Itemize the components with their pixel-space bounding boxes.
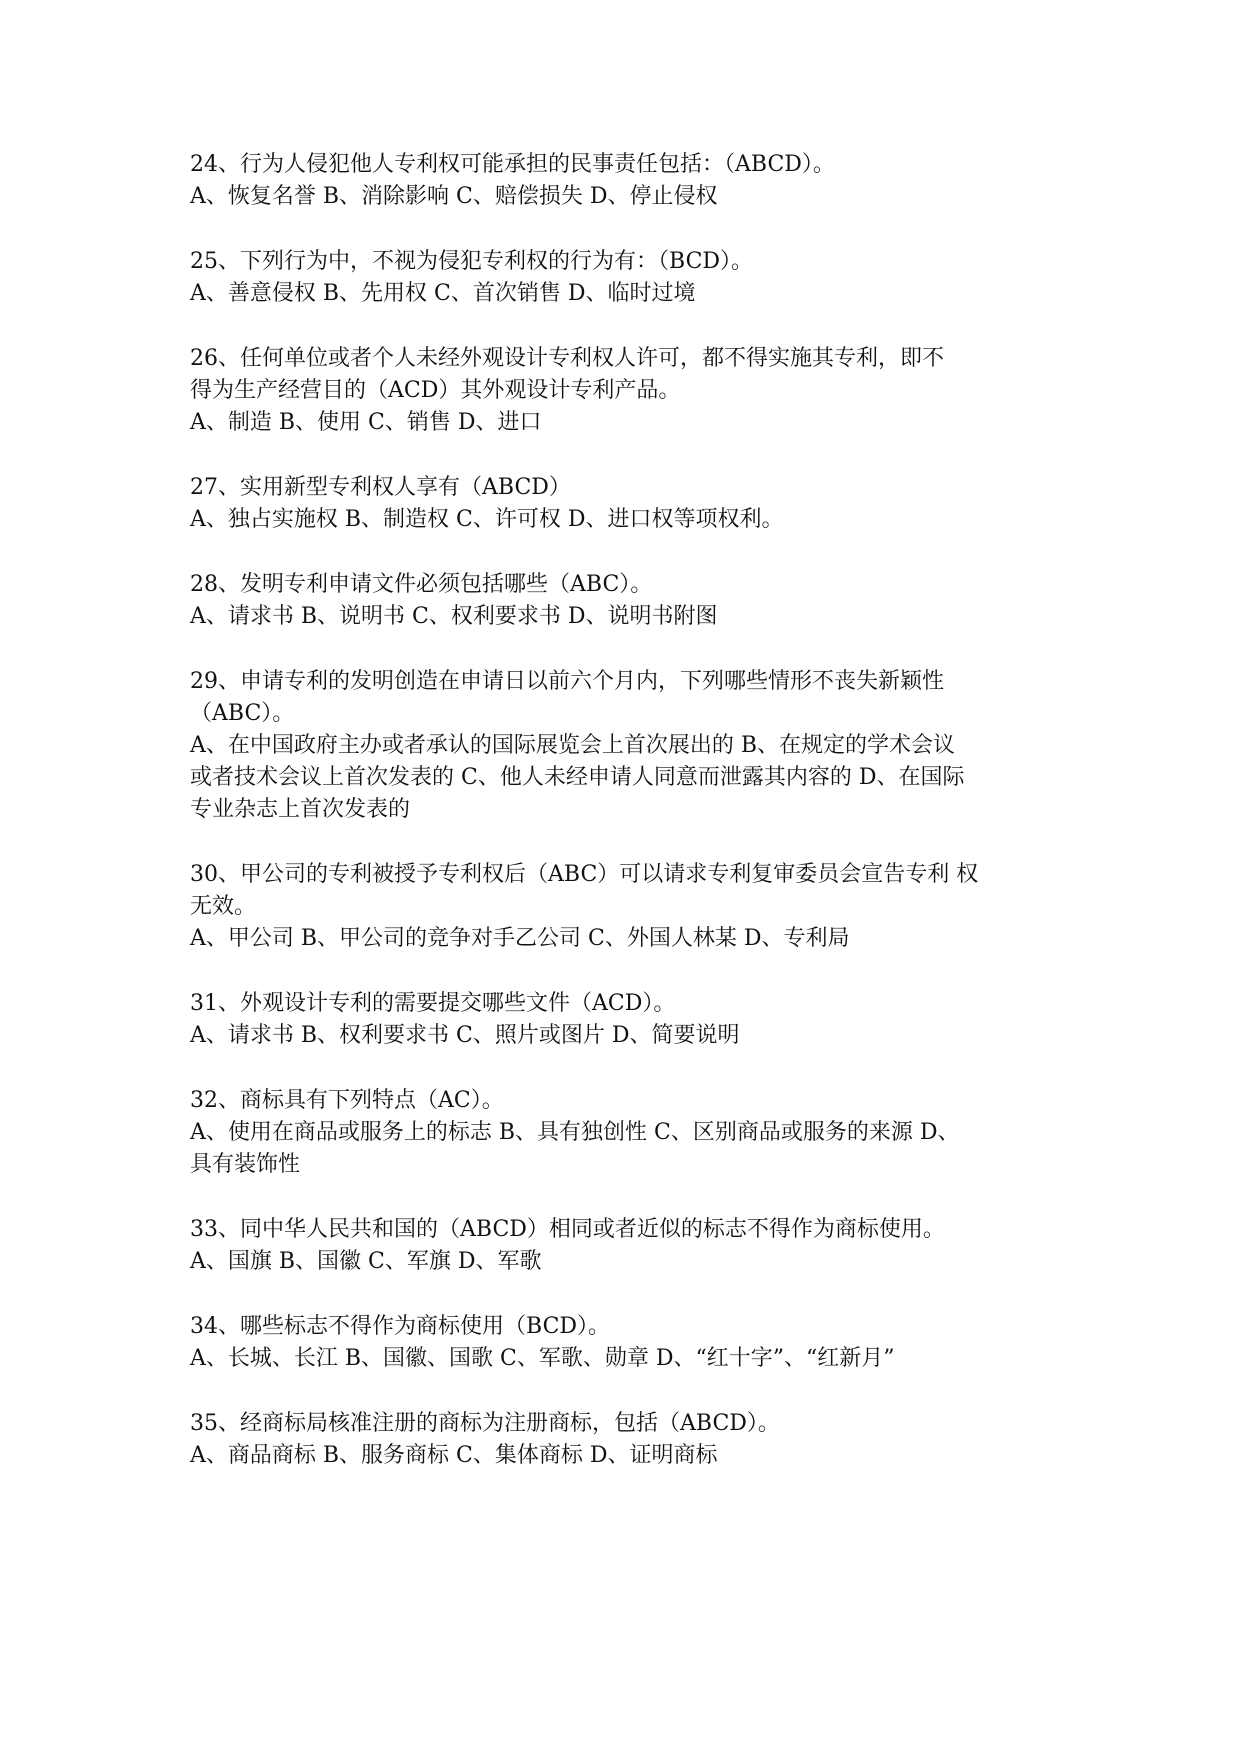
- question-line: A、长城、长江 B、国徽、国歌 C、军歌、勋章 D、“红十字”、“红新月”: [190, 1346, 895, 1371]
- question-line: A、请求书 B、说明书 C、权利要求书 D、说明书附图: [190, 604, 718, 629]
- question-line: A、请求书 B、权利要求书 C、照片或图片 D、简要说明: [190, 1023, 740, 1048]
- question-line: A、善意侵权 B、先用权 C、首次销售 D、临时过境: [190, 281, 696, 306]
- question-line: 具有装饰性: [190, 1152, 301, 1177]
- question-line: 无效。: [190, 894, 257, 919]
- question-33: [190, 1214, 1070, 1278]
- question-text: 25、下列行为中，不视为侵犯专利权的行为有：（BCD）。: [190, 249, 754, 274]
- question-line: A、独占实施权 B、制造权 C、许可权 D、进口权等项权利。: [190, 507, 784, 532]
- question-24: [190, 149, 1070, 213]
- question-line: 专业杂志上首次发表的: [190, 797, 411, 822]
- question-text: 29、申请专利的发明创造在申请日以前六个月内，下列哪些情形不丧失新颖性: [190, 669, 944, 694]
- question-text: 26、任何单位或者个人未经外观设计专利权人许可，都不得实施其专利，即不: [190, 346, 944, 371]
- question-26: [190, 343, 1070, 439]
- question-line: A、恢复名誉 B、消除影响 C、赔偿损失 D、停止侵权: [190, 184, 718, 209]
- question-35: [190, 1408, 1070, 1472]
- question-34: [190, 1311, 1070, 1375]
- question-line: A、国旗 B、国徽 C、军旗 D、军歌: [190, 1249, 542, 1274]
- question-line: 或者技术会议上首次发表的 C、他人未经申请人同意而泄露其内容的 D、在国际: [190, 765, 965, 790]
- question-text: 27、实用新型专利权人享有（ABCD）: [190, 475, 571, 500]
- question-text: 35、经商标局核准注册的商标为注册商标，包括（ABCD）。: [190, 1411, 780, 1436]
- question-line: A、制造 B、使用 C、销售 D、进口: [190, 410, 542, 435]
- question-text: 24、行为人侵犯他人专利权可能承担的民事责任包括：（ABCD）。: [190, 152, 835, 177]
- question-line: A、在中国政府主办或者承认的国际展览会上首次展出的 B、在规定的学术会议: [190, 733, 956, 758]
- question-27: [190, 472, 1070, 536]
- question-text: 28、发明专利申请文件必须包括哪些（ABC）。: [190, 572, 653, 597]
- question-30: [190, 859, 1070, 955]
- question-32: [190, 1085, 1070, 1181]
- question-text: 34、哪些标志不得作为商标使用（BCD）。: [190, 1314, 611, 1339]
- question-text: 30、甲公司的专利被授予专利权后（ABC）可以请求专利复审委员会宣告专利 权: [190, 862, 979, 887]
- question-28: [190, 569, 1070, 633]
- question-line: A、使用在商品或服务上的标志 B、具有独创性 C、区别商品或服务的来源 D、: [190, 1120, 960, 1145]
- question-line: A、商品商标 B、服务商标 C、集体商标 D、证明商标: [190, 1443, 718, 1468]
- question-31: [190, 988, 1070, 1052]
- question-line: （ABC）。: [190, 701, 295, 726]
- question-list: [190, 149, 1070, 1505]
- question-line: A、甲公司 B、甲公司的竞争对手乙公司 C、外国人林某 D、专利局: [190, 926, 850, 951]
- question-29: [190, 666, 1070, 826]
- question-line: 得为生产经营目的（ACD）其外观设计专利产品。: [190, 378, 681, 403]
- question-25: [190, 246, 1070, 310]
- question-text: 31、外观设计专利的需要提交哪些文件（ACD）。: [190, 991, 676, 1016]
- question-text: 33、同中华人民共和国的（ABCD）相同或者近似的标志不得作为商标使用。: [190, 1217, 945, 1242]
- question-text: 32、商标具有下列特点（AC）。: [190, 1088, 504, 1113]
